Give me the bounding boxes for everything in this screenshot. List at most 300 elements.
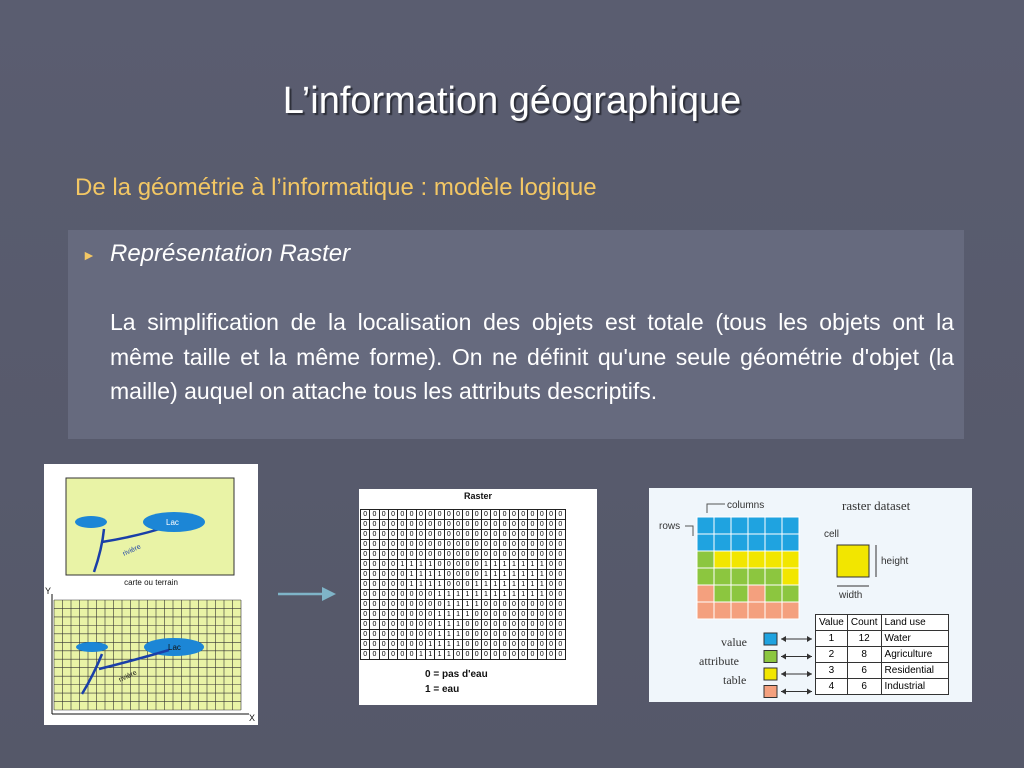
land-use-cell <box>765 517 782 534</box>
grid-cell: 0 <box>416 620 425 630</box>
cell-land-use: Residential <box>881 663 948 679</box>
grid-cell: 0 <box>435 530 444 540</box>
grid-cell: 0 <box>426 540 435 550</box>
grid-cell: 0 <box>416 590 425 600</box>
grid-cell: 0 <box>398 570 407 580</box>
grid-cell: 0 <box>556 630 565 640</box>
land-use-cell <box>765 602 782 619</box>
grid-cell: 1 <box>426 640 435 650</box>
grid-cell: 0 <box>379 540 388 550</box>
grid-cell: 1 <box>500 560 509 570</box>
grid-cell: 0 <box>556 570 565 580</box>
grid-cell: 0 <box>546 530 555 540</box>
grid-cell: 1 <box>453 610 462 620</box>
grid-row <box>361 510 566 520</box>
grid-cell: 0 <box>407 640 416 650</box>
grid-cell: 0 <box>407 630 416 640</box>
grid-row <box>361 530 566 540</box>
grid-cell: 1 <box>519 560 528 570</box>
grid-row <box>361 600 566 610</box>
header-count: Count <box>847 615 881 631</box>
table-row <box>816 631 949 647</box>
grid-cell: 1 <box>500 570 509 580</box>
arrowhead-icon <box>781 654 786 660</box>
grid-row <box>361 520 566 530</box>
grid-cell: 0 <box>361 650 370 660</box>
grid-cell: 0 <box>519 530 528 540</box>
legend-swatch <box>764 686 777 698</box>
grid-cell: 0 <box>481 640 490 650</box>
grid-cell: 1 <box>435 590 444 600</box>
grid-cell: 0 <box>435 510 444 520</box>
value-label: value <box>721 635 747 649</box>
grid-cell: 0 <box>388 640 397 650</box>
slide-subtitle: De la géométrie à l’informatique : modèle logique <box>75 174 597 201</box>
land-use-cell <box>765 534 782 551</box>
grid-cell: 0 <box>491 540 500 550</box>
grid-cell: 1 <box>444 600 453 610</box>
grid-cell: 0 <box>463 540 472 550</box>
grid-cell: 0 <box>481 550 490 560</box>
grid-cell: 0 <box>379 560 388 570</box>
grid-cell: 0 <box>509 540 518 550</box>
cell-value: 2 <box>816 647 848 663</box>
bullet-arrow-icon: ► <box>82 247 96 263</box>
grid-cell: 0 <box>407 550 416 560</box>
grid-cell: 1 <box>426 570 435 580</box>
grid-cell: 0 <box>537 550 546 560</box>
grid-cell: 0 <box>416 550 425 560</box>
grid-cell: 0 <box>407 520 416 530</box>
grid-cell: 0 <box>453 650 462 660</box>
attribute-table <box>815 614 949 695</box>
grid-cell: 0 <box>388 520 397 530</box>
grid-cell: 0 <box>491 610 500 620</box>
grid-row <box>361 540 566 550</box>
grid-cell: 0 <box>361 640 370 650</box>
grid-cell: 0 <box>444 560 453 570</box>
grid-cell: 0 <box>379 510 388 520</box>
land-use-cell <box>714 568 731 585</box>
grid-cell: 1 <box>519 580 528 590</box>
grid-cell: 0 <box>537 600 546 610</box>
grid-cell: 1 <box>519 590 528 600</box>
table-label: table <box>723 673 747 687</box>
grid-cell: 0 <box>361 540 370 550</box>
lake-shape <box>75 516 107 528</box>
grid-cell: 0 <box>361 530 370 540</box>
grid-cell: 0 <box>361 630 370 640</box>
grid-cell: 0 <box>481 620 490 630</box>
grid-cell: 0 <box>537 640 546 650</box>
grid-cell: 0 <box>416 640 425 650</box>
grid-cell: 0 <box>528 510 537 520</box>
grid-cell: 1 <box>509 580 518 590</box>
grid-cell: 1 <box>500 590 509 600</box>
grid-cell: 0 <box>491 630 500 640</box>
grid-cell: 0 <box>500 630 509 640</box>
grid-cell: 0 <box>379 650 388 660</box>
grid-cell: 1 <box>481 580 490 590</box>
grid-cell: 0 <box>519 510 528 520</box>
grid-row <box>361 560 566 570</box>
grid-cell: 0 <box>537 630 546 640</box>
slide-title: L’information géographique <box>282 80 742 122</box>
grid-cell: 1 <box>407 560 416 570</box>
cell-count: 6 <box>847 679 881 695</box>
grid-cell: 0 <box>416 510 425 520</box>
grid-cell: 0 <box>472 650 481 660</box>
grid-cell: 1 <box>444 610 453 620</box>
grid-cell: 0 <box>398 600 407 610</box>
grid-cell: 0 <box>546 550 555 560</box>
grid-cell: 0 <box>407 600 416 610</box>
grid-cell: 0 <box>481 650 490 660</box>
land-use-cell <box>782 585 799 602</box>
land-use-cell <box>748 568 765 585</box>
grid-cell: 0 <box>398 540 407 550</box>
grid-cell: 0 <box>472 630 481 640</box>
grid-cell: 1 <box>509 570 518 580</box>
grid-cell: 0 <box>472 530 481 540</box>
grid-cell: 0 <box>528 650 537 660</box>
grid-cell: 0 <box>519 640 528 650</box>
grid-cell: 0 <box>556 520 565 530</box>
grid-cell: 0 <box>463 530 472 540</box>
grid-cell: 0 <box>370 640 379 650</box>
land-use-cell <box>697 551 714 568</box>
grid-cell: 0 <box>453 550 462 560</box>
grid-cell: 0 <box>426 600 435 610</box>
grid-cell: 0 <box>379 620 388 630</box>
arrowhead-icon <box>807 689 812 695</box>
width-label: width <box>839 590 863 601</box>
river-label: rivière <box>117 669 139 684</box>
grid-cell: 1 <box>426 560 435 570</box>
grid-cell: 0 <box>453 530 462 540</box>
grid-cell: 0 <box>472 560 481 570</box>
grid-cell: 0 <box>361 620 370 630</box>
grid-cell: 1 <box>453 620 462 630</box>
grid-cell: 0 <box>416 530 425 540</box>
grid-cell: 1 <box>444 620 453 630</box>
table-row <box>816 679 949 695</box>
grid-cell: 0 <box>546 510 555 520</box>
grid-row <box>361 570 566 580</box>
legend-swatch <box>764 668 777 680</box>
grid-row <box>361 580 566 590</box>
grid-cell: 0 <box>556 540 565 550</box>
grid-cell: 0 <box>500 610 509 620</box>
grid-cell: 1 <box>435 610 444 620</box>
grid-cell: 0 <box>546 640 555 650</box>
land-use-cell <box>782 602 799 619</box>
grid-cell: 1 <box>472 600 481 610</box>
grid-cell: 1 <box>426 650 435 660</box>
cell-value: 3 <box>816 663 848 679</box>
bullet-heading: Représentation Raster <box>110 240 351 267</box>
legend-zero: 0 = pas d'eau <box>425 669 488 680</box>
river-label: rivière <box>121 543 143 558</box>
grid-cell: 0 <box>444 510 453 520</box>
grid-cell: 0 <box>481 540 490 550</box>
grid-cell: 0 <box>500 540 509 550</box>
grid-cell: 0 <box>361 600 370 610</box>
land-use-cell <box>765 551 782 568</box>
grid-cell: 0 <box>481 520 490 530</box>
grid-cell: 0 <box>556 610 565 620</box>
grid-cell: 0 <box>472 540 481 550</box>
grid-cell: 0 <box>444 580 453 590</box>
grid-cell: 0 <box>519 540 528 550</box>
grid-cell: 0 <box>426 590 435 600</box>
grid-cell: 0 <box>416 610 425 620</box>
grid-cell: 0 <box>426 620 435 630</box>
grid-cell: 0 <box>546 610 555 620</box>
grid-cell: 1 <box>500 580 509 590</box>
grid-cell: 0 <box>398 650 407 660</box>
grid-cell: 0 <box>463 510 472 520</box>
grid-cell: 0 <box>546 600 555 610</box>
grid-cell: 0 <box>556 580 565 590</box>
grid-cell: 0 <box>379 600 388 610</box>
grid-cell: 0 <box>379 580 388 590</box>
grid-cell: 1 <box>491 570 500 580</box>
grid-cell: 0 <box>370 580 379 590</box>
grid-cell: 0 <box>556 550 565 560</box>
grid-cell: 0 <box>435 560 444 570</box>
land-use-cell <box>697 517 714 534</box>
grid-cell: 0 <box>519 520 528 530</box>
land-use-cell <box>714 585 731 602</box>
grid-cell: 0 <box>509 550 518 560</box>
grid-cell: 0 <box>463 630 472 640</box>
grid-cell: 0 <box>388 560 397 570</box>
grid-cell: 0 <box>453 580 462 590</box>
cell-count: 12 <box>847 631 881 647</box>
grid-cell: 0 <box>407 530 416 540</box>
arrowhead-icon <box>807 671 812 677</box>
grid-cell: 0 <box>463 650 472 660</box>
grid-cell: 0 <box>398 520 407 530</box>
grid-cell: 0 <box>388 530 397 540</box>
land-use-cell <box>765 568 782 585</box>
grid-cell: 1 <box>491 580 500 590</box>
grid-cell: 0 <box>370 650 379 660</box>
land-use-cell <box>782 534 799 551</box>
grid-cell: 0 <box>556 620 565 630</box>
grid-cell: 0 <box>398 610 407 620</box>
arrowhead-icon <box>781 636 786 642</box>
grid-cell: 1 <box>416 570 425 580</box>
lake-label: Lac <box>166 518 179 527</box>
grid-cell: 0 <box>444 530 453 540</box>
grid-cell: 0 <box>370 600 379 610</box>
map-vs-grid-figure <box>44 464 258 725</box>
grid-cell: 0 <box>491 550 500 560</box>
legend-swatch <box>764 633 777 645</box>
grid-cell: 0 <box>556 560 565 570</box>
grid-cell: 0 <box>509 640 518 650</box>
grid-cell: 0 <box>426 510 435 520</box>
grid-cell: 0 <box>361 570 370 580</box>
rows-label: rows <box>659 521 681 532</box>
grid-cell: 0 <box>546 540 555 550</box>
grid-cell: 0 <box>500 520 509 530</box>
grid-cell: 0 <box>379 570 388 580</box>
grid-cell: 0 <box>519 610 528 620</box>
grid-cell: 0 <box>500 600 509 610</box>
grid-cell: 0 <box>546 650 555 660</box>
grid-cell: 0 <box>491 600 500 610</box>
grid-cell: 1 <box>463 590 472 600</box>
grid-cell: 0 <box>537 540 546 550</box>
land-use-cell <box>697 585 714 602</box>
land-use-cell <box>748 585 765 602</box>
grid-cell: 0 <box>388 630 397 640</box>
table-header-row <box>816 615 949 631</box>
grid-cell: 0 <box>556 600 565 610</box>
arrowhead-icon <box>807 636 812 642</box>
grid-cell: 0 <box>379 590 388 600</box>
binary-grid <box>360 509 566 660</box>
grid-cell: 0 <box>463 580 472 590</box>
grid-cell: 1 <box>463 610 472 620</box>
grid-cell: 1 <box>528 590 537 600</box>
grid-cell: 0 <box>370 560 379 570</box>
grid-cell: 0 <box>509 620 518 630</box>
land-use-cell <box>731 568 748 585</box>
grid-cell: 0 <box>361 610 370 620</box>
grid-cell: 0 <box>481 630 490 640</box>
grid-cell: 0 <box>379 610 388 620</box>
grid-cell: 0 <box>444 550 453 560</box>
land-use-cell <box>714 517 731 534</box>
columns-bracket <box>707 504 725 513</box>
land-use-cell <box>748 551 765 568</box>
grid-cell: 1 <box>519 570 528 580</box>
grid-cell: 0 <box>407 510 416 520</box>
land-use-cell <box>782 517 799 534</box>
grid-cell: 0 <box>528 600 537 610</box>
legend-one: 1 = eau <box>425 684 460 695</box>
grid-cell: 0 <box>500 640 509 650</box>
grid-cell: 0 <box>453 560 462 570</box>
grid-cell: 0 <box>388 550 397 560</box>
grid-cell: 0 <box>407 610 416 620</box>
grid-cell: 1 <box>435 650 444 660</box>
grid-cell: 1 <box>444 640 453 650</box>
grid-cell: 0 <box>361 510 370 520</box>
grid-cell: 0 <box>500 550 509 560</box>
grid-cell: 0 <box>444 540 453 550</box>
grid-cell: 0 <box>370 520 379 530</box>
grid-cell: 0 <box>388 610 397 620</box>
attribute-label: attribute <box>699 654 739 668</box>
grid-cell: 1 <box>453 590 462 600</box>
grid-cell: 1 <box>509 590 518 600</box>
grid-cell: 0 <box>556 640 565 650</box>
arrowhead-icon <box>781 671 786 677</box>
grid-cell: 0 <box>528 610 537 620</box>
raster-dataset-title: raster dataset <box>842 498 911 513</box>
grid-cell: 0 <box>472 570 481 580</box>
grid-cell: 0 <box>509 530 518 540</box>
grid-cell: 1 <box>481 590 490 600</box>
map-grid-illustration <box>44 464 258 725</box>
grid-cell: 1 <box>481 560 490 570</box>
arrowhead-icon <box>807 654 812 660</box>
grid-cell: 0 <box>500 620 509 630</box>
land-use-cell <box>748 534 765 551</box>
grid-cell: 1 <box>528 560 537 570</box>
grid-cell: 0 <box>463 570 472 580</box>
lake-shape <box>76 642 108 652</box>
grid-cell: 0 <box>537 620 546 630</box>
grid-cell: 0 <box>426 550 435 560</box>
grid-cell: 0 <box>546 520 555 530</box>
grid-cell: 1 <box>537 580 546 590</box>
grid-cell: 0 <box>546 570 555 580</box>
land-use-cell <box>748 517 765 534</box>
land-use-cell <box>731 585 748 602</box>
grid-cell: 0 <box>519 650 528 660</box>
grid-cell: 0 <box>435 600 444 610</box>
grid-row <box>361 620 566 630</box>
grid-cell: 0 <box>370 620 379 630</box>
cell-count: 8 <box>847 647 881 663</box>
grid-cell: 0 <box>388 570 397 580</box>
map-caption: carte ou terrain <box>124 578 178 587</box>
grid-cell: 0 <box>528 550 537 560</box>
grid-cell: 0 <box>407 540 416 550</box>
grid-cell: 0 <box>500 510 509 520</box>
grid-cell: 0 <box>379 520 388 530</box>
grid-cell: 0 <box>398 590 407 600</box>
lake-label: Lac <box>168 643 181 652</box>
land-use-cell <box>697 534 714 551</box>
land-use-cell <box>731 551 748 568</box>
grid-cell: 0 <box>556 530 565 540</box>
grid-cell: 1 <box>435 620 444 630</box>
grid-cell: 0 <box>435 540 444 550</box>
cell-land-use: Water <box>881 631 948 647</box>
grid-cell: 0 <box>426 630 435 640</box>
grid-cell: 1 <box>444 590 453 600</box>
grid-cell: 0 <box>361 520 370 530</box>
grid-cell: 1 <box>435 570 444 580</box>
grid-cell: 1 <box>407 580 416 590</box>
grid-cell: 0 <box>500 650 509 660</box>
grid-cell: 0 <box>528 540 537 550</box>
grid-row <box>361 550 566 560</box>
grid-cell: 0 <box>361 550 370 560</box>
grid-cell: 1 <box>537 560 546 570</box>
grid-cell: 1 <box>407 570 416 580</box>
land-use-cell <box>714 534 731 551</box>
land-use-cell <box>731 517 748 534</box>
columns-label: columns <box>727 500 765 511</box>
grid-cell: 1 <box>509 560 518 570</box>
grid-cell: 0 <box>453 570 462 580</box>
grid-cell: 0 <box>463 620 472 630</box>
grid-cell: 0 <box>472 620 481 630</box>
grid-cell: 0 <box>444 520 453 530</box>
land-use-cell <box>731 602 748 619</box>
grid-cell: 0 <box>556 650 565 660</box>
grid-cell: 0 <box>398 640 407 650</box>
grid-cell: 1 <box>453 600 462 610</box>
